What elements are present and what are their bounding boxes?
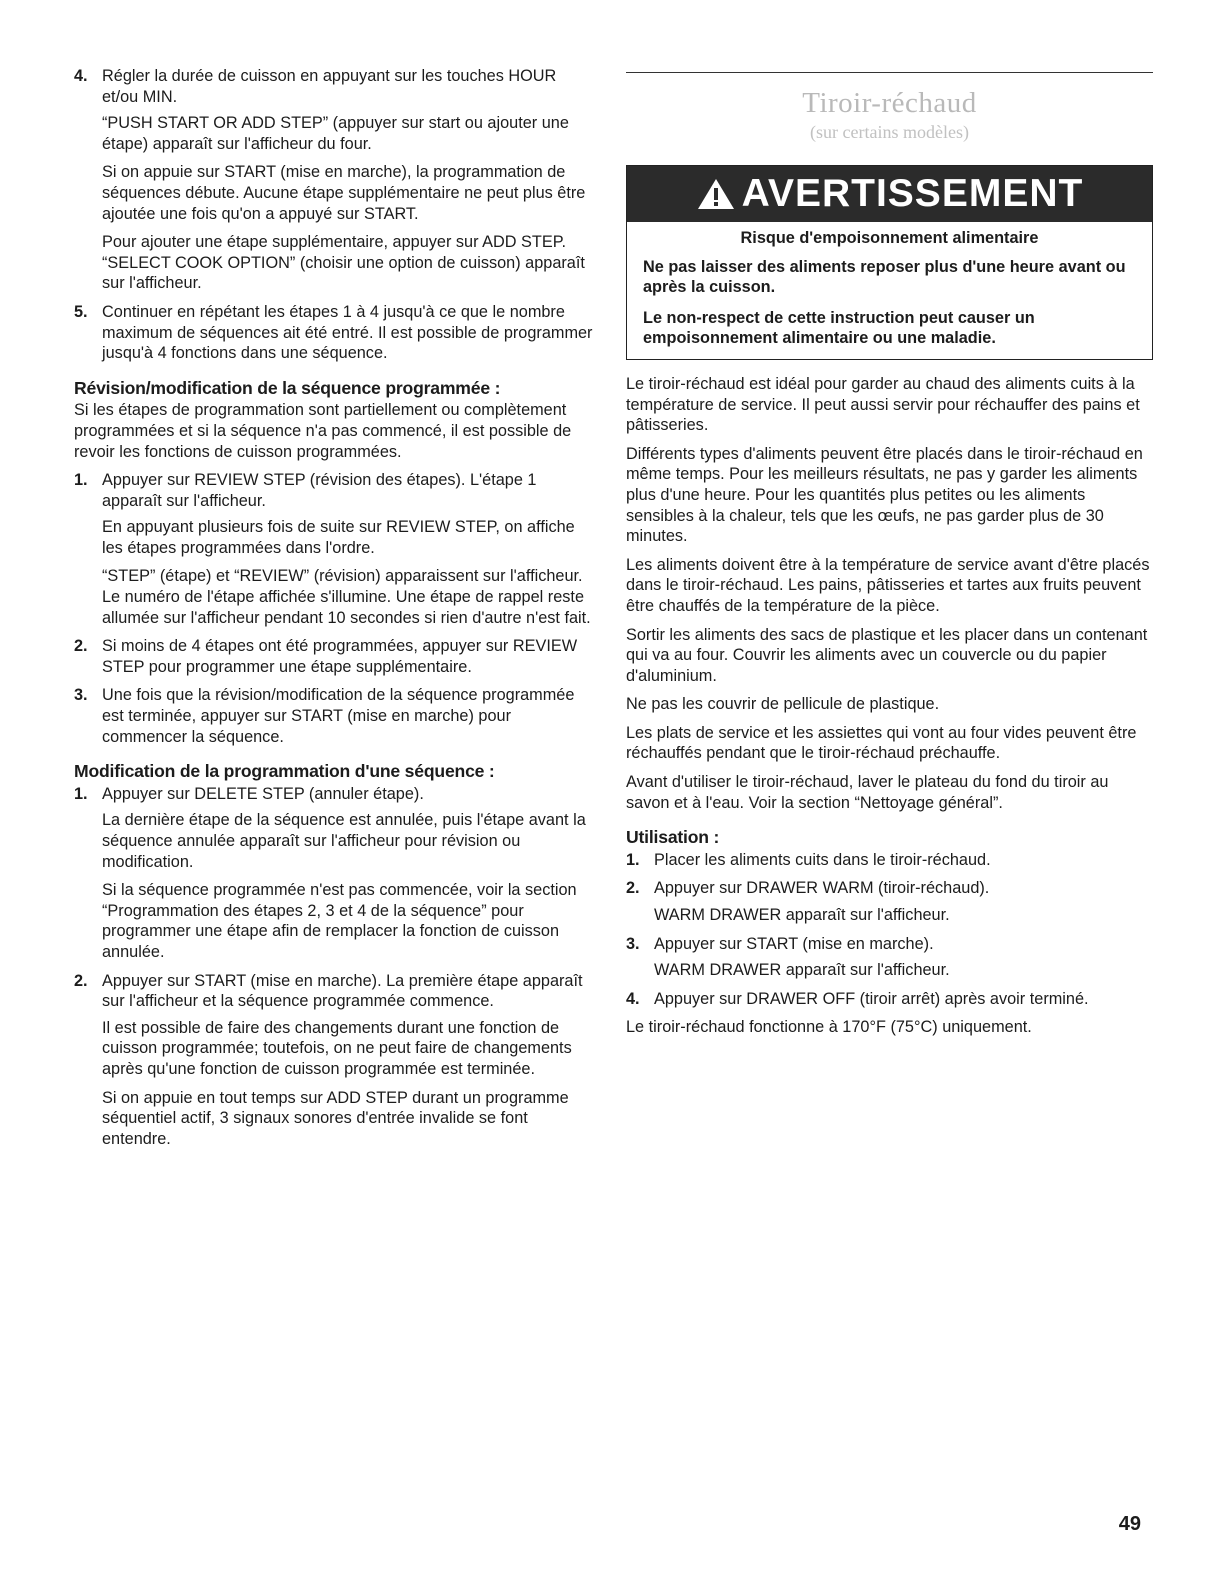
closing-note: Le tiroir-réchaud fonctionne à 170°F (75°C) uniquement. — [626, 1018, 1032, 1037]
program-step-5 — [74, 302, 594, 364]
list-item — [626, 850, 1153, 871]
usage-heading: Utilisation : — [626, 827, 720, 848]
body-paragraph: Différents types d'aliments peuvent être placés dans le tiroir-réchaud en même temps. Pour les meilleurs résultats, ne pas y garder les aliments plus d'une heure. Pour les quantités plus petites ou les aliments sensibles à la chaleur, tels que les œufs, ne pas garder plus de 30 minutes. — [626, 444, 1143, 546]
body-paragraph: Les plats de service et les assiettes qui vont au four vides peuvent être réchauffés pendant que le tiroir-réchaud préchauffe. — [626, 723, 1137, 763]
right-column — [626, 66, 1153, 1046]
step-number: 3. — [74, 686, 88, 705]
step-number: 1. — [74, 471, 88, 490]
step-number: 3. — [626, 934, 640, 953]
body-paragraph: Avant d'utiliser le tiroir-réchaud, laver le plateau du fond du tiroir au savon et à l'eau. Voir la section “Nettoyage général”. — [626, 773, 1109, 812]
step-text: Appuyer sur DRAWER OFF (tiroir arrêt) après avoir terminé. — [654, 989, 1089, 1008]
list-item — [626, 934, 1153, 981]
list-item — [74, 685, 594, 747]
list-item — [74, 636, 594, 677]
step-text: Régler la durée de cuisson en appuyant sur les touches HOUR et/ou MIN. — [102, 67, 557, 106]
warning-label: AVERTISSEMENT — [741, 171, 1084, 215]
step-detail: Il est possible de faire des changements durant une fonction de cuisson programmée; toutefois, on ne peut faire de changements après qu'une fonction de cuisson programmée est terminée. — [102, 1018, 572, 1078]
modify-steps-list — [74, 784, 594, 1150]
step-text: Appuyer sur DELETE STEP (annuler étape). — [102, 784, 424, 803]
body-paragraph: Sortir les aliments des sacs de plastique et les placer dans un contenant qui va au four. Couvrir les aliments avec un couvercle ou du papier d'aluminium. — [626, 625, 1148, 685]
step-number: 2. — [74, 637, 88, 656]
step-detail: En appuyant plusieurs fois de suite sur REVIEW STEP, on affiche les étapes programmées dans l'ordre. — [102, 518, 575, 557]
list-item — [74, 470, 594, 628]
step-detail: “STEP” (étape) et “REVIEW” (révision) apparaissent sur l'afficheur. Le numéro de l'étape affichée s'illumine. Une étape de rappel reste allumée sur l'afficheur pendant 10 secondes si rien d'autre n'est fait. — [102, 567, 591, 627]
list-item — [626, 878, 1153, 925]
warning-risk-title: Risque d'empoisonnement alimentaire — [740, 229, 1039, 247]
step-number: 2. — [626, 879, 640, 898]
list-item — [74, 971, 594, 1150]
step-detail: WARM DRAWER apparaît sur l'afficheur. — [654, 906, 950, 925]
program-step-4 — [74, 66, 594, 294]
step-detail: WARM DRAWER apparaît sur l'afficheur. — [654, 961, 950, 980]
left-column — [74, 66, 594, 1157]
step-text: Appuyer sur DRAWER WARM (tiroir-réchaud). — [654, 879, 990, 898]
warning-box — [626, 165, 1153, 360]
warning-line: Le non-respect de cette instruction peut causer un empoisonnement alimentaire ou une maladie. — [643, 308, 1035, 348]
body-paragraph: Ne pas les couvrir de pellicule de plastique. — [626, 695, 940, 714]
step-number: 4. — [74, 67, 88, 85]
step-number: 1. — [74, 784, 88, 803]
page-number: 49 — [1118, 1513, 1141, 1535]
step-text: Placer les aliments cuits dans le tiroir-réchaud. — [654, 850, 991, 869]
step-text: Une fois que la révision/modification de la séquence programmée est terminée, appuyer sur START (mise en marche) pour commencer la séquence. — [102, 686, 575, 746]
step-detail: La dernière étape de la séquence est annulée, puis l'étape avant la séquence annulée apparaît sur l'afficheur pour révision ou modification. — [102, 811, 586, 871]
list-item — [74, 784, 594, 963]
review-heading: Révision/modification de la séquence programmée : — [74, 377, 501, 398]
section-subtitle: (sur certains modèles) — [810, 122, 969, 142]
review-steps-list — [74, 470, 594, 747]
warning-header — [627, 166, 1152, 222]
step-text: Appuyer sur REVIEW STEP (révision des étapes). L'étape 1 apparaît sur l'afficheur. — [102, 471, 537, 510]
step-text: Si moins de 4 étapes ont été programmées, appuyer sur REVIEW STEP pour programmer une étape supplémentaire. — [102, 637, 578, 676]
modify-heading: Modification de la programmation d'une séquence : — [74, 761, 495, 782]
warning-triangle-icon — [696, 177, 736, 211]
step-text: Appuyer sur START (mise en marche). La première étape apparaît sur l'afficheur et la séquence programmée commence. — [102, 971, 583, 1011]
warning-body — [627, 222, 1152, 359]
step-detail: Si on appuie sur START (mise en marche), la programmation de séquences débute. Aucune étape supplémentaire ne peut plus être ajoutée une fois qu'on a appuyé sur START. — [102, 163, 586, 223]
step-detail: Si la séquence programmée n'est pas commencée, voir la section “Programmation des étapes 2, 3 et 4 de la séquence” pour programmer une étape afin de remplacer la fonction de cuisson annulée. — [102, 881, 577, 961]
list-item — [626, 989, 1153, 1010]
warning-line: Ne pas laisser des aliments reposer plus d'une heure avant ou après la cuisson. — [643, 257, 1126, 297]
step-detail: Pour ajouter une étape supplémentaire, appuyer sur ADD STEP. “SELECT COOK OPTION” (choisir une option de cuisson) apparaît sur l'afficheur. — [102, 233, 585, 293]
step-text: Continuer en répétant les étapes 1 à 4 jusqu'à ce que le nombre maximum de séquences ait été entré. Il est possible de programmer jusqu'à 4 fonctions dans une séquence. — [102, 302, 593, 363]
body-paragraph: Les aliments doivent être à la température de service avant d'être placés dans le tiroir-réchaud. Les pains, pâtisseries et tartes aux fruits peuvent être chauffés de la température de la pièce. — [626, 555, 1150, 615]
step-number: 2. — [74, 971, 88, 990]
section-title: Tiroir-réchaud — [802, 87, 977, 119]
step-number: 4. — [626, 989, 640, 1008]
step-detail: “PUSH START OR ADD STEP” (appuyer sur start ou ajouter une étape) apparaît sur l'afficheur du four. — [102, 114, 569, 153]
review-intro: Si les étapes de programmation sont partiellement ou complètement programmées et si la séquence n'a pas commencé, il est possible de revoir les fonctions de cuisson programmées. — [74, 401, 572, 461]
step-detail: Si on appuie en tout temps sur ADD STEP durant un programme séquentiel actif, 3 signaux sonores d'entrée invalide se font entendre. — [102, 1088, 569, 1148]
step-number: 5. — [74, 302, 88, 321]
body-paragraph: Le tiroir-réchaud est idéal pour garder au chaud des aliments cuits à la température de service. Il peut aussi servir pour réchauffer des pains et pâtisseries. — [626, 374, 1140, 435]
step-number: 1. — [626, 850, 640, 869]
usage-steps-list — [626, 850, 1153, 1010]
step-text: Appuyer sur START (mise en marche). — [654, 934, 934, 953]
section-divider — [626, 72, 1153, 73]
